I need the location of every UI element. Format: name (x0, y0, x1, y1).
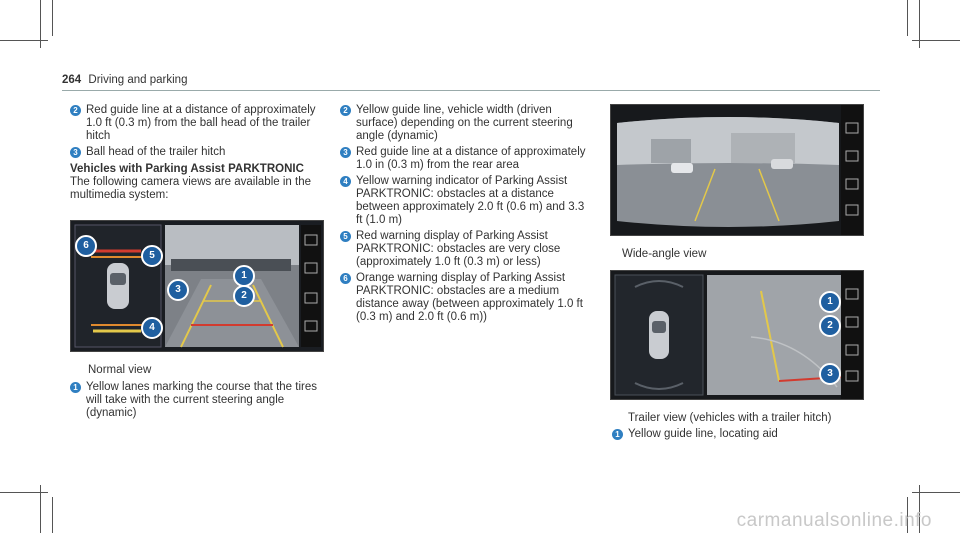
crop-mark (912, 40, 960, 41)
list-item (340, 272, 592, 324)
item-text: Orange warning display of Parking Assist PARKTRONIC: obstacles are a medium distance away (between approximately 1.0 ft (0.3 m) and 2.0 ft (0.6 m)) (356, 272, 583, 323)
item-text: Red guide line at a distance of approximately 1.0 ft (0.3 m) from the ball head of the trailer hitch (86, 104, 316, 142)
normal-view-image (70, 220, 324, 352)
list-item (340, 175, 592, 227)
list-item (340, 146, 592, 172)
number-badge: 5 (340, 231, 351, 242)
image-caption: Wide-angle view (622, 248, 707, 260)
item-text: Yellow lanes marking the course that the tires will take with the current steering angle (dynamic) (86, 381, 317, 419)
item-text: Ball head of the trailer hitch (86, 146, 226, 158)
callout-marker: 2 (233, 285, 255, 307)
wide-angle-view-image (610, 104, 864, 236)
number-badge: 3 (70, 147, 81, 158)
list-item (612, 428, 864, 441)
list-item (70, 381, 322, 420)
number-badge: 1 (612, 429, 623, 440)
crop-mark (907, 0, 908, 36)
callout-marker: 5 (141, 245, 163, 267)
page-number: 264 (62, 74, 82, 86)
header-rule (62, 90, 880, 91)
callout-marker: 1 (233, 265, 255, 287)
crop-mark (0, 40, 48, 41)
number-badge: 1 (70, 382, 81, 393)
list-item (340, 104, 592, 143)
intro-text: The following camera views are available in the multimedia system: (70, 176, 311, 201)
number-badge: 2 (340, 105, 351, 116)
list-item (70, 146, 322, 159)
item-text: Yellow guide line, vehicle width (driven surface) depending on the current steering angle (dynamic) (356, 104, 573, 142)
trailer-view-image (610, 270, 864, 400)
callout-marker: 1 (819, 291, 841, 313)
left-column-lower (70, 364, 322, 423)
crop-mark (0, 492, 48, 493)
callout-marker: 4 (141, 317, 163, 339)
middle-column (340, 104, 592, 327)
callout-marker: 2 (819, 315, 841, 337)
crop-mark (912, 492, 960, 493)
item-text: Yellow guide line, locating aid (628, 428, 778, 440)
list-item (70, 104, 322, 143)
number-badge: 4 (340, 176, 351, 187)
crop-mark (52, 497, 53, 533)
number-badge: 2 (70, 105, 81, 116)
number-badge: 3 (340, 147, 351, 158)
watermark: carmanualsonline.info (736, 510, 932, 531)
image-caption: Trailer view (vehicles with a trailer hitch) (628, 412, 832, 424)
list-item (340, 230, 592, 269)
section-title: Driving and parking (88, 74, 188, 86)
section-heading: Vehicles with Parking Assist PARKTRONIC (70, 163, 304, 175)
callout-marker: 6 (75, 235, 97, 257)
wide-angle-graphic (611, 105, 863, 235)
left-column (70, 104, 322, 202)
callout-marker: 3 (819, 363, 841, 385)
right-column (612, 428, 864, 444)
normal-view-graphic (71, 221, 323, 351)
crop-mark (52, 0, 53, 36)
number-badge: 6 (340, 273, 351, 284)
image-caption: Normal view (88, 364, 152, 376)
item-text: Yellow warning indicator of Parking Assist PARKTRONIC: obstacles at a distance between approximately 2.0 ft (0.6 m) and 3.3 ft (1.0 m) (356, 175, 585, 226)
item-text: Red warning display of Parking Assist PARKTRONIC: obstacles are very close (approximately 1.0 ft (0.3 m) or less) (356, 230, 561, 268)
callout-marker: 3 (167, 279, 189, 301)
item-text: Red guide line at a distance of approximately 1.0 in (0.3 m) from the rear area (356, 146, 586, 171)
page-header (62, 74, 187, 87)
